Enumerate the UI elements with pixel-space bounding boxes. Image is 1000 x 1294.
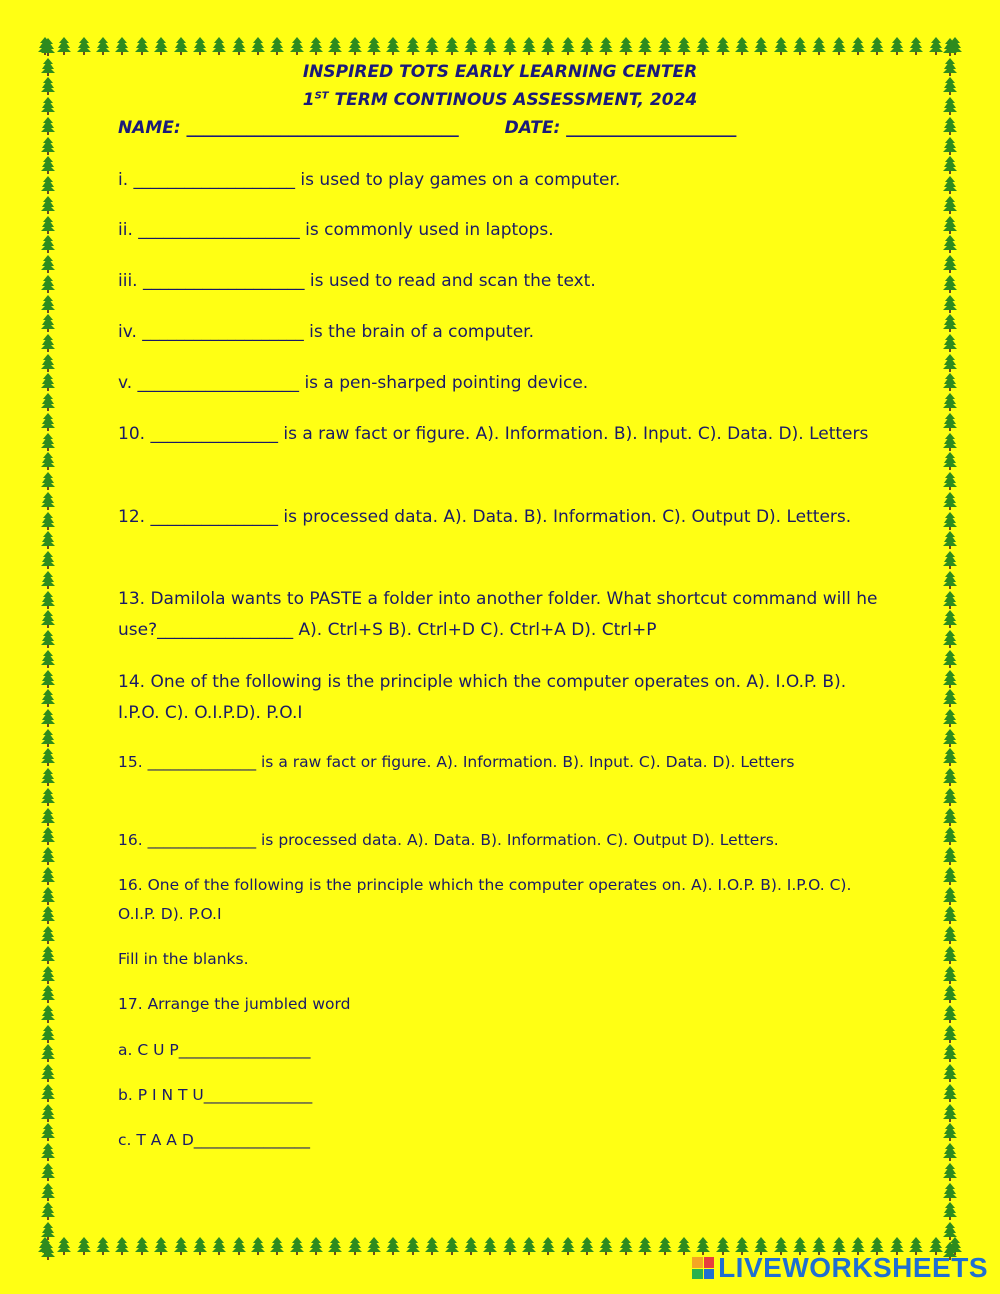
tree-icon bbox=[41, 196, 55, 214]
name-date-row bbox=[118, 118, 736, 138]
tree-icon bbox=[270, 1237, 284, 1255]
tree-icon bbox=[41, 906, 55, 924]
tree-icon bbox=[943, 847, 957, 865]
tree-icon bbox=[41, 452, 55, 470]
tree-icon bbox=[943, 1084, 957, 1102]
tree-icon bbox=[41, 689, 55, 707]
tree-icon bbox=[943, 1143, 957, 1161]
tree-icon bbox=[328, 1237, 342, 1255]
tree-icon bbox=[309, 1237, 323, 1255]
tree-icon bbox=[57, 1237, 71, 1255]
tree-icon bbox=[41, 1025, 55, 1043]
tree-icon bbox=[943, 393, 957, 411]
tree-icon bbox=[677, 37, 691, 55]
tree-icon bbox=[943, 354, 957, 372]
tree-icon bbox=[943, 117, 957, 135]
border-right bbox=[940, 38, 960, 1260]
tree-icon bbox=[943, 235, 957, 253]
jumbled-a: a. C U P_________________ bbox=[118, 1041, 311, 1059]
tree-icon bbox=[793, 37, 807, 55]
tree-icon bbox=[943, 729, 957, 747]
tree-icon bbox=[41, 531, 55, 549]
liveworksheets-logo[interactable] bbox=[692, 1252, 988, 1284]
tree-icon bbox=[41, 1064, 55, 1082]
tree-icon bbox=[870, 37, 884, 55]
tree-icon bbox=[677, 1237, 691, 1255]
name-field[interactable]: NAME: ________________________________ bbox=[118, 118, 459, 138]
tree-icon bbox=[232, 1237, 246, 1255]
tree-icon bbox=[41, 571, 55, 589]
tree-icon bbox=[812, 37, 826, 55]
tree-icon bbox=[599, 1237, 613, 1255]
tree-icon bbox=[943, 472, 957, 490]
question-16b: 16. One of the following is the principle which the computer operates on. A). I.O.P. B). I.P.O. C). O.I.P. D). P.O.I bbox=[118, 876, 852, 923]
tree-icon bbox=[943, 670, 957, 688]
tree-icon bbox=[483, 1237, 497, 1255]
tree-icon bbox=[41, 985, 55, 1003]
tree-icon bbox=[943, 176, 957, 194]
tree-icon bbox=[41, 1084, 55, 1102]
tree-icon bbox=[943, 512, 957, 530]
tree-icon bbox=[41, 1104, 55, 1122]
tree-icon bbox=[41, 630, 55, 648]
tree-icon bbox=[406, 1237, 420, 1255]
tree-icon bbox=[212, 37, 226, 55]
tree-icon bbox=[41, 216, 55, 234]
tree-icon bbox=[503, 1237, 517, 1255]
tree-icon bbox=[580, 1237, 594, 1255]
tree-icon bbox=[41, 748, 55, 766]
tree-icon bbox=[943, 946, 957, 964]
tree-icon bbox=[41, 373, 55, 391]
tree-icon bbox=[41, 808, 55, 826]
tree-icon bbox=[41, 887, 55, 905]
tree-icon bbox=[41, 117, 55, 135]
tree-icon bbox=[943, 768, 957, 786]
question-i: i. ___________________ is used to play games on a computer. bbox=[118, 170, 621, 190]
tree-icon bbox=[943, 1044, 957, 1062]
tree-icon bbox=[41, 314, 55, 332]
tree-icon bbox=[41, 156, 55, 174]
tree-icon bbox=[251, 37, 265, 55]
tree-icon bbox=[115, 37, 129, 55]
tree-icon bbox=[41, 354, 55, 372]
tree-icon bbox=[943, 808, 957, 826]
tree-icon bbox=[943, 1202, 957, 1220]
tree-icon bbox=[943, 216, 957, 234]
tree-icon bbox=[832, 37, 846, 55]
tree-icon bbox=[658, 1237, 672, 1255]
tree-icon bbox=[943, 314, 957, 332]
tree-icon bbox=[464, 37, 478, 55]
tree-icon bbox=[445, 1237, 459, 1255]
tree-icon bbox=[41, 768, 55, 786]
question-v: v. ___________________ is a pen-sharped pointing device. bbox=[118, 373, 589, 393]
tree-icon bbox=[41, 393, 55, 411]
tree-icon bbox=[943, 748, 957, 766]
tree-icon bbox=[174, 1237, 188, 1255]
tree-icon bbox=[638, 37, 652, 55]
tree-icon bbox=[41, 1183, 55, 1201]
tree-icon bbox=[754, 37, 768, 55]
tree-icon bbox=[348, 37, 362, 55]
tree-icon bbox=[522, 1237, 536, 1255]
tree-icon bbox=[41, 1123, 55, 1141]
tree-icon bbox=[943, 137, 957, 155]
tree-icon bbox=[943, 156, 957, 174]
tree-icon bbox=[154, 37, 168, 55]
tree-icon bbox=[464, 1237, 478, 1255]
jumbled-c: c. T A A D_______________ bbox=[118, 1131, 311, 1149]
tree-icon bbox=[619, 1237, 633, 1255]
tree-icon bbox=[41, 1202, 55, 1220]
tree-icon bbox=[943, 275, 957, 293]
tree-icon bbox=[943, 709, 957, 727]
tree-icon bbox=[943, 1183, 957, 1201]
tree-icon bbox=[943, 867, 957, 885]
tree-icon bbox=[41, 492, 55, 510]
tree-icon bbox=[943, 926, 957, 944]
tree-icon bbox=[193, 37, 207, 55]
tree-icon bbox=[270, 37, 284, 55]
tree-icon bbox=[943, 827, 957, 845]
tree-icon bbox=[943, 373, 957, 391]
tree-icon bbox=[41, 591, 55, 609]
tree-icon bbox=[232, 37, 246, 55]
tree-icon bbox=[943, 1163, 957, 1181]
term-superscript: ST bbox=[314, 90, 329, 102]
tree-icon bbox=[943, 906, 957, 924]
tree-icon bbox=[716, 37, 730, 55]
tree-icon bbox=[943, 1123, 957, 1141]
tree-icon bbox=[41, 946, 55, 964]
tree-icon bbox=[943, 531, 957, 549]
tree-icon bbox=[943, 295, 957, 313]
tree-icon bbox=[943, 610, 957, 628]
tree-icon bbox=[943, 492, 957, 510]
tree-icon bbox=[943, 38, 957, 56]
tree-icon bbox=[943, 630, 957, 648]
tree-icon bbox=[41, 1005, 55, 1023]
question-17: 17. Arrange the jumbled word bbox=[118, 995, 351, 1013]
tree-icon bbox=[41, 1044, 55, 1062]
border-top bbox=[38, 36, 962, 56]
tree-icon bbox=[943, 551, 957, 569]
question-16a: 16. ______________ is processed data. A). Data. B). Information. C). Output D). Letters. bbox=[118, 831, 779, 849]
tree-icon bbox=[774, 37, 788, 55]
tree-icon bbox=[943, 1025, 957, 1043]
tree-icon bbox=[41, 275, 55, 293]
tree-icon bbox=[483, 37, 497, 55]
tree-icon bbox=[174, 37, 188, 55]
tree-icon bbox=[943, 413, 957, 431]
liveworksheets-logo-text: LIVEWORKSHEETS bbox=[718, 1252, 988, 1283]
tree-icon bbox=[890, 37, 904, 55]
tree-icon bbox=[41, 433, 55, 451]
tree-icon bbox=[41, 472, 55, 490]
tree-icon bbox=[425, 1237, 439, 1255]
tree-icon bbox=[41, 610, 55, 628]
school-title: INSPIRED TOTS EARLY LEARNING CENTER bbox=[302, 62, 698, 82]
tree-icon bbox=[41, 650, 55, 668]
question-15: 15. ______________ is a raw fact or figure. A). Information. B). Input. C). Data. D). Letters bbox=[118, 753, 795, 771]
tree-icon bbox=[41, 670, 55, 688]
tree-icon bbox=[41, 413, 55, 431]
term-number: 1 bbox=[302, 90, 315, 110]
tree-icon bbox=[41, 255, 55, 273]
tree-icon bbox=[41, 926, 55, 944]
assessment-title bbox=[0, 90, 1000, 110]
tree-icon bbox=[943, 571, 957, 589]
tree-icon bbox=[41, 235, 55, 253]
tree-icon bbox=[943, 196, 957, 214]
question-iii: iii. ___________________ is used to read and scan the text. bbox=[118, 271, 596, 291]
tree-icon bbox=[41, 176, 55, 194]
tree-icon bbox=[77, 37, 91, 55]
tree-icon bbox=[41, 1163, 55, 1181]
tree-icon bbox=[367, 37, 381, 55]
tree-icon bbox=[425, 37, 439, 55]
tree-icon bbox=[41, 1242, 55, 1260]
tree-icon bbox=[943, 1222, 957, 1240]
tree-icon bbox=[41, 551, 55, 569]
tree-icon bbox=[41, 867, 55, 885]
tree-icon bbox=[348, 1237, 362, 1255]
tree-icon bbox=[943, 887, 957, 905]
tree-icon bbox=[541, 37, 555, 55]
tree-icon bbox=[943, 452, 957, 470]
tree-icon bbox=[638, 1237, 652, 1255]
tree-icon bbox=[943, 1064, 957, 1082]
tree-icon bbox=[561, 37, 575, 55]
question-10: 10. _______________ is a raw fact or figure. A). Information. B). Input. C). Data. D). Letters bbox=[118, 424, 869, 444]
tree-icon bbox=[328, 37, 342, 55]
tree-icon bbox=[193, 1237, 207, 1255]
tree-icon bbox=[41, 137, 55, 155]
tree-icon bbox=[909, 37, 923, 55]
tree-icon bbox=[696, 37, 710, 55]
tree-icon bbox=[386, 1237, 400, 1255]
tree-icon bbox=[943, 334, 957, 352]
border-left bbox=[38, 38, 58, 1260]
term-rest: TERM CONTINOUS ASSESSMENT, 2024 bbox=[328, 90, 698, 110]
tree-icon bbox=[943, 1005, 957, 1023]
tree-icon bbox=[41, 1143, 55, 1161]
jumbled-b: b. P I N T U______________ bbox=[118, 1086, 313, 1104]
tree-icon bbox=[367, 1237, 381, 1255]
tree-icon bbox=[41, 1222, 55, 1240]
tree-icon bbox=[943, 788, 957, 806]
tree-icon bbox=[599, 37, 613, 55]
tree-icon bbox=[406, 37, 420, 55]
tree-icon bbox=[503, 37, 517, 55]
tree-icon bbox=[41, 827, 55, 845]
tree-icon bbox=[212, 1237, 226, 1255]
tree-icon bbox=[41, 847, 55, 865]
fill-blanks-heading: Fill in the blanks. bbox=[118, 950, 249, 968]
question-iv: iv. ___________________ is the brain of a computer. bbox=[118, 322, 535, 342]
tree-icon bbox=[561, 1237, 575, 1255]
tree-icon bbox=[41, 334, 55, 352]
question-13: 13. Damilola wants to PASTE a folder into another folder. What shortcut command will he use?________________ A). Ctrl+S B). Ctrl+D C). Ctrl+A D). Ctrl+P bbox=[118, 589, 878, 640]
question-12: 12. _______________ is processed data. A). Data. B). Information. C). Output D). Letters. bbox=[118, 507, 852, 527]
tree-icon bbox=[41, 709, 55, 727]
tree-icon bbox=[943, 966, 957, 984]
tree-icon bbox=[41, 729, 55, 747]
tree-icon bbox=[943, 985, 957, 1003]
tree-icon bbox=[135, 37, 149, 55]
tree-icon bbox=[77, 1237, 91, 1255]
tree-icon bbox=[735, 37, 749, 55]
tree-icon bbox=[658, 37, 672, 55]
tree-icon bbox=[619, 37, 633, 55]
tree-icon bbox=[115, 1237, 129, 1255]
tree-icon bbox=[580, 37, 594, 55]
tree-icon bbox=[154, 1237, 168, 1255]
tree-icon bbox=[57, 37, 71, 55]
tree-icon bbox=[290, 1237, 304, 1255]
question-14: 14. One of the following is the principle which the computer operates on. A). I.O.P. B). I.P.O. C). O.I.P.D). P.O.I bbox=[118, 672, 847, 723]
tree-icon bbox=[851, 37, 865, 55]
tree-icon bbox=[943, 591, 957, 609]
tree-icon bbox=[943, 650, 957, 668]
tree-icon bbox=[943, 433, 957, 451]
tree-icon bbox=[541, 1237, 555, 1255]
tree-icon bbox=[522, 37, 536, 55]
tree-icon bbox=[943, 255, 957, 273]
question-ii: ii. ___________________ is commonly used in laptops. bbox=[118, 220, 554, 240]
tree-icon bbox=[96, 1237, 110, 1255]
tree-icon bbox=[41, 295, 55, 313]
tree-icon bbox=[41, 38, 55, 56]
tree-icon bbox=[445, 37, 459, 55]
liveworksheets-logo-icon bbox=[692, 1257, 714, 1279]
tree-icon bbox=[290, 37, 304, 55]
tree-icon bbox=[135, 1237, 149, 1255]
tree-icon bbox=[943, 1104, 957, 1122]
tree-icon bbox=[41, 512, 55, 530]
tree-icon bbox=[41, 966, 55, 984]
tree-icon bbox=[41, 788, 55, 806]
tree-icon bbox=[251, 1237, 265, 1255]
date-field[interactable]: DATE: ____________________ bbox=[504, 118, 737, 138]
tree-icon bbox=[309, 37, 323, 55]
tree-icon bbox=[96, 37, 110, 55]
tree-icon bbox=[943, 689, 957, 707]
tree-icon bbox=[386, 37, 400, 55]
